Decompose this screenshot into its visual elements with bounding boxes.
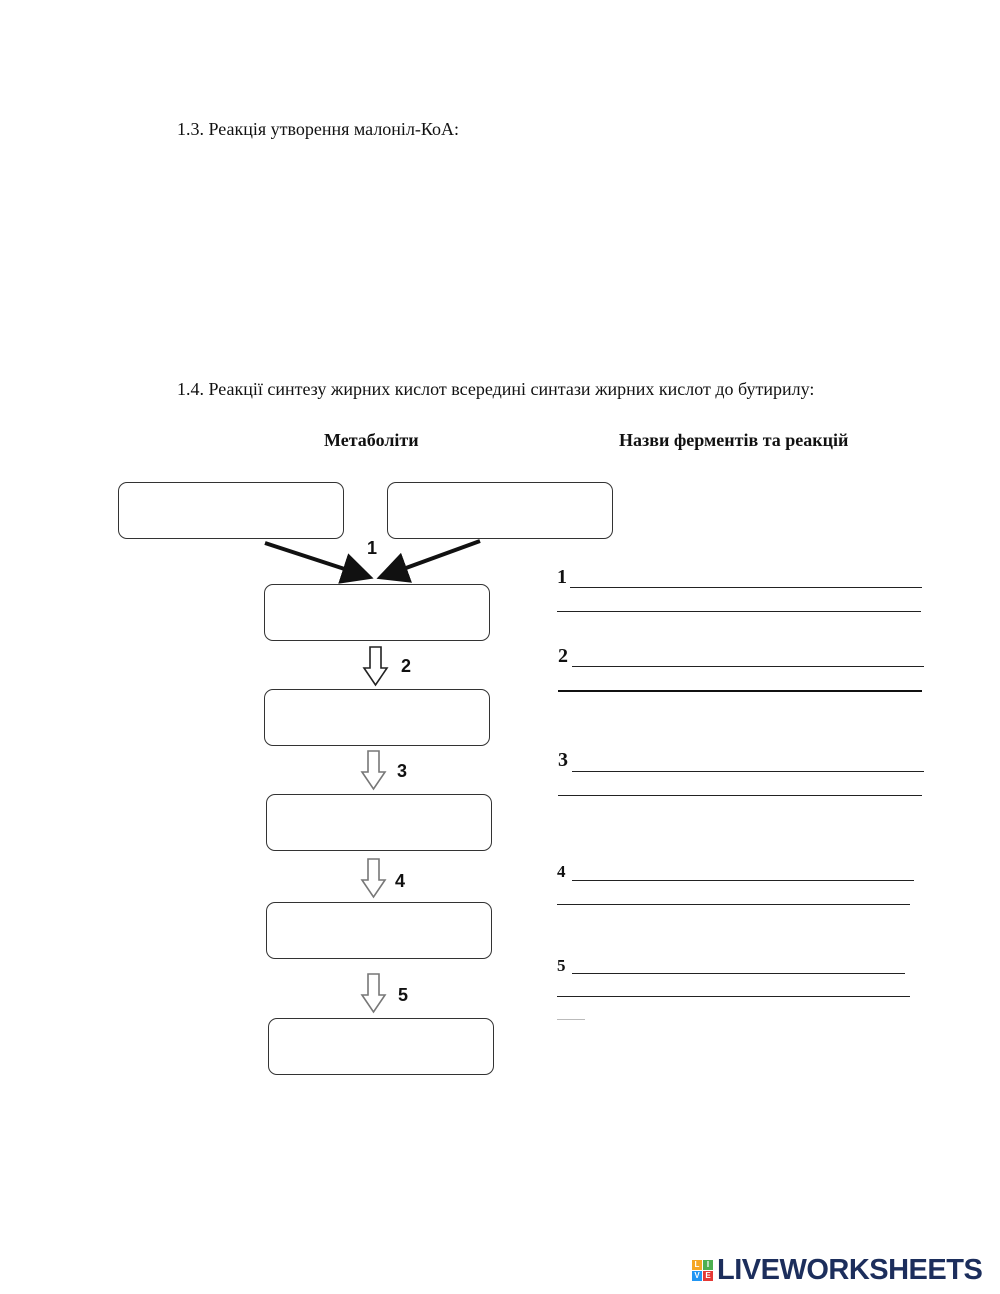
- down-arrow-icon-2: [364, 647, 387, 685]
- step-number-4: 4: [395, 871, 406, 891]
- answer-line-1b[interactable]: [557, 611, 921, 612]
- answer-line-5b[interactable]: [557, 996, 910, 997]
- converging-arrow-right: [384, 541, 480, 576]
- answer-line-3a[interactable]: [572, 771, 924, 772]
- step-number-2: 2: [401, 656, 412, 676]
- section-1-4-heading: 1.4. Реакції синтезу жирних кислот всередині синтази жирних кислот до бутирилу:: [177, 379, 815, 399]
- answer-line-2b[interactable]: [558, 690, 922, 692]
- answer-line-5c: [557, 1019, 585, 1020]
- answer-line-5a[interactable]: [572, 973, 905, 974]
- answer-line-3b[interactable]: [558, 795, 922, 796]
- liveworksheets-logo-icon: L I V E: [692, 1260, 713, 1281]
- enzymes-column-header: Назви ферментів та реакцій: [619, 430, 849, 450]
- answer-line-4b[interactable]: [557, 904, 910, 905]
- down-arrow-icon-3: [362, 751, 385, 789]
- answer-number-5: 5: [557, 956, 566, 975]
- metabolites-column-header: Метаболіти: [324, 430, 419, 450]
- answer-number-2: 2: [558, 645, 568, 667]
- step-number-3: 3: [397, 761, 408, 781]
- section-1-3-heading: 1.3. Реакція утворення малоніл-КоА:: [177, 119, 460, 139]
- answer-number-4: 4: [557, 862, 566, 881]
- liveworksheets-logo: [692, 1254, 982, 1286]
- liveworksheets-logo-text: LIVEWORKSHEETS: [717, 1253, 983, 1286]
- answer-number-1: 1: [557, 566, 567, 588]
- answer-number-3: 3: [558, 749, 568, 771]
- step-number-1: 1: [367, 538, 378, 558]
- converging-arrow-left: [265, 543, 366, 576]
- answer-line-4a[interactable]: [572, 880, 914, 881]
- answer-line-1a[interactable]: [570, 587, 922, 588]
- answer-line-2a[interactable]: [572, 666, 924, 667]
- down-arrow-icon-4: [362, 859, 385, 897]
- down-arrow-icon-5: [362, 974, 385, 1012]
- step-number-5: 5: [398, 985, 409, 1005]
